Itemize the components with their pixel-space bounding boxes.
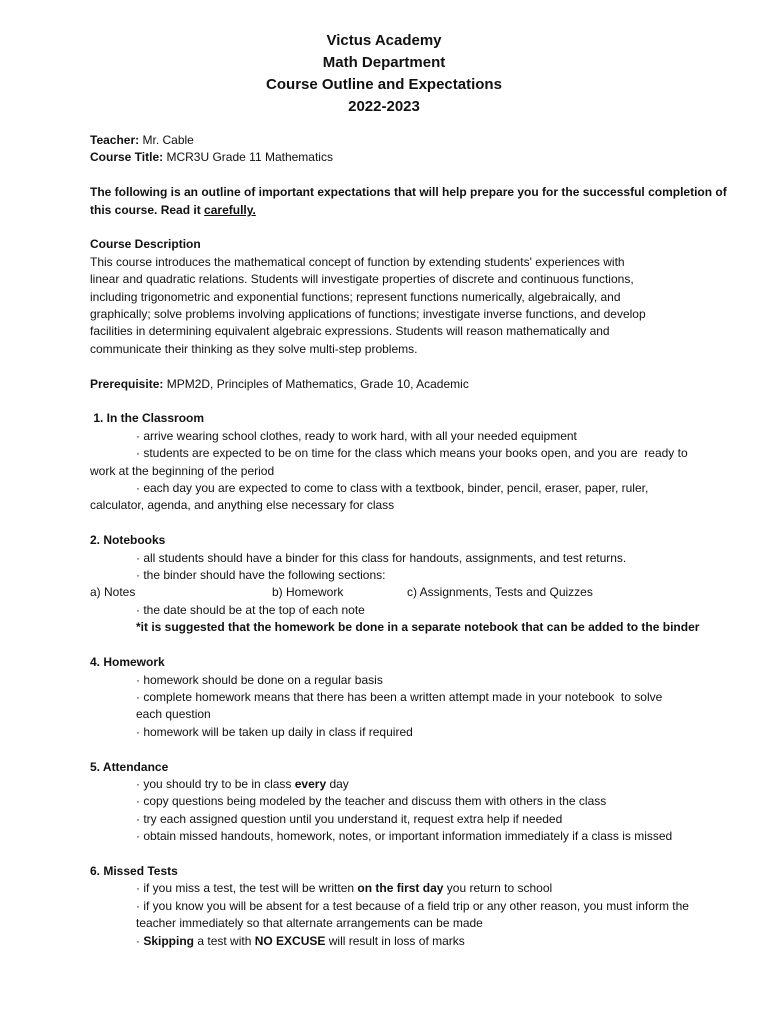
missed-tests-item-text: · if you miss a test, the test will be written (136, 881, 358, 896)
document-title: Course Outline and Expectations (266, 76, 502, 93)
notebooks-suggestion: *it is suggested that the homework be done in a separate notebook that can be added to the binder (136, 620, 700, 635)
school-year: 2022-2023 (348, 98, 420, 115)
document-body (90, 132, 740, 950)
description-line: graphically; solve problems involving applications of functions; investigate inverse functions, and develop (90, 307, 646, 322)
course-title-label: Course Title: (90, 150, 164, 165)
department-name: Math Department (322, 54, 446, 71)
attendance-item: · copy questions being modeled by the teacher and discuss them with others in the class (136, 794, 607, 809)
description-line: facilities in determining equivalent algebraic expressions. Students will reason mathematically and (90, 324, 610, 339)
classroom-item: · arrive wearing school clothes, ready to work hard, with all your needed equipment (136, 428, 577, 443)
course-title-line (90, 149, 740, 166)
description-line: including trigonometric and exponential functions; represent functions numerically, algebraically, and (90, 289, 621, 304)
teacher-label: Teacher: (90, 133, 140, 147)
school-name: Victus Academy (326, 32, 442, 49)
missed-tests-item-text: you return to school (443, 881, 553, 896)
attendance-item-text: · you should try to be in class (136, 776, 295, 791)
missed-tests-item-continued: teacher immediately so that alternate arrangements can be made (136, 916, 483, 931)
intro-emphasis: carefully. (204, 202, 256, 217)
homework-heading: 4. Homework (90, 655, 165, 670)
homework-item: · homework will be taken up daily in class if required (136, 724, 413, 739)
homework-item: · homework should be done on a regular basis (136, 672, 383, 687)
description-line: linear and quadratic relations. Students will investigate properties of discrete and continuous functions, (90, 272, 634, 287)
attendance-item (90, 776, 740, 793)
missed-tests-item (90, 880, 740, 897)
missed-tests-item-emphasis: on the first day (357, 881, 444, 896)
classroom-item: · each day you are expected to come to class with a textbook, binder, pencil, eraser, paper, ruler, (136, 481, 649, 496)
intro-text: The following is an outline of important expectations that will help prepare you for the successful completion of this course. Read it (90, 185, 727, 217)
missed-tests-item-emphasis: Skipping (143, 933, 195, 948)
description-line: This course introduces the mathematical concept of function by extending students' experiences with (90, 254, 625, 269)
binder-section-notes: a) Notes (90, 585, 136, 600)
attendance-item: · try each assigned question until you understand it, request extra help if needed (136, 811, 563, 826)
notebooks-item: · the date should be at the top of each note (136, 602, 365, 617)
teacher-value: Mr. Cable (142, 133, 194, 147)
missed-tests-item-text: will result in loss of marks (325, 933, 465, 948)
attendance-item: · obtain missed handouts, homework, notes, or important information immediately if a class is missed (136, 829, 673, 844)
classroom-heading: 1. In the Classroom (90, 411, 205, 426)
attendance-item-text: day (326, 776, 349, 791)
teacher-line (90, 132, 740, 149)
classroom-item-continued: work at the beginning of the period (90, 463, 275, 478)
missed-tests-item-text: a test with (194, 933, 255, 948)
notebooks-heading: 2. Notebooks (90, 533, 166, 548)
attendance-heading: 5. Attendance (90, 759, 169, 774)
binder-section-homework: b) Homework (272, 585, 344, 600)
missed-tests-heading: 6. Missed Tests (90, 863, 178, 878)
missed-tests-item-emphasis: NO EXCUSE (254, 933, 326, 948)
prerequisite-value: MPM2D, Principles of Mathematics, Grade 10, Academic (166, 376, 469, 391)
missed-tests-item-text: · (136, 933, 144, 948)
classroom-item: · students are expected to be on time for the class which means your books open, and you are ready to (136, 446, 688, 461)
notebooks-item: · all students should have a binder for this class for handouts, assignments, and test returns. (136, 550, 627, 565)
homework-item: · complete homework means that there has been a written attempt made in your notebook to solve (136, 689, 663, 704)
description-line: communicate their thinking as they solve multi-step problems. (90, 341, 418, 356)
missed-tests-item (90, 933, 740, 950)
binder-sections (90, 584, 740, 601)
attendance-item-emphasis: every (294, 776, 327, 791)
classroom-item-continued: calculator, agenda, and anything else necessary for class (90, 498, 395, 513)
notebooks-item: · the binder should have the following sections: (136, 568, 386, 583)
prerequisite-line (90, 376, 740, 393)
binder-section-assignments: c) Assignments, Tests and Quizzes (407, 585, 593, 600)
missed-tests-item: · if you know you will be absent for a test because of a field trip or any other reason, you must inform the (136, 898, 689, 913)
homework-item-continued: each question (136, 707, 211, 722)
intro-paragraph (90, 184, 740, 219)
document-header (0, 30, 768, 118)
course-description-heading: Course Description (90, 237, 201, 252)
prerequisite-label: Prerequisite: (90, 376, 164, 391)
course-title-value: MCR3U Grade 11 Mathematics (166, 150, 333, 165)
